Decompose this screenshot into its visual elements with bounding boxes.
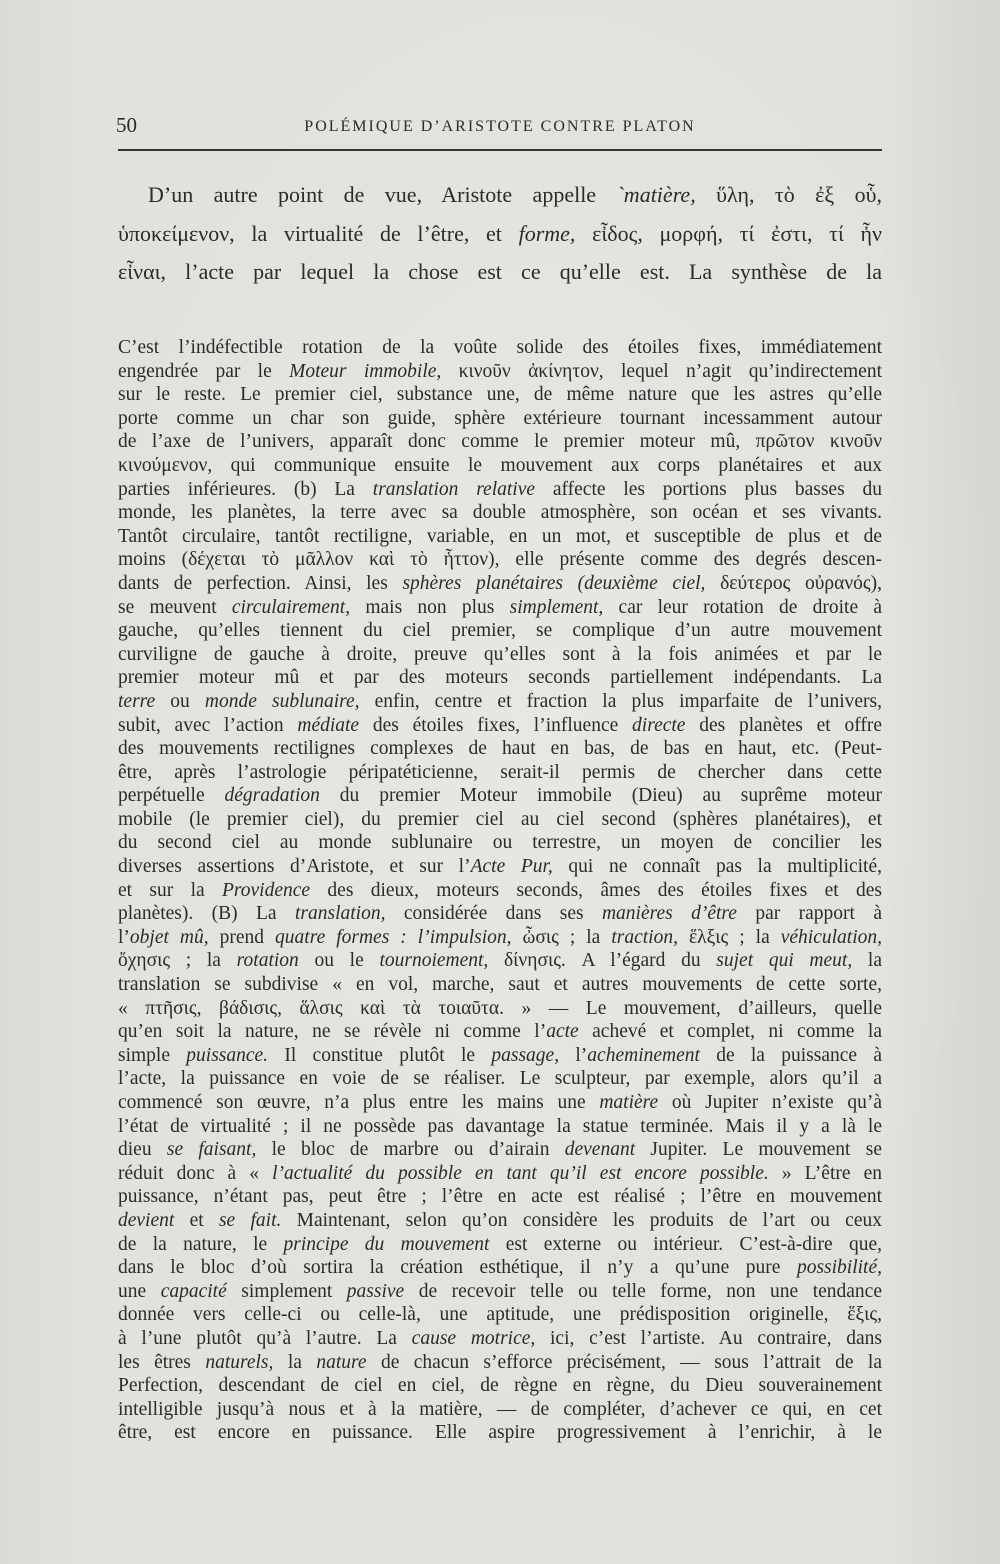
text-run: l’acte, la puissance en voie de se réaliser. Le sculpteur, par exemple, alors qu’il a (118, 1068, 882, 1090)
italic-text-run: principe du mouvement (283, 1233, 490, 1255)
text-run: l’ (559, 1044, 588, 1066)
text-run: translation se subdivise « en vol, marche, saut et autres mouvements de cette sorte, (118, 974, 882, 996)
footnote-line (118, 1256, 882, 1280)
text-run: achevé et complet, ni comme la (578, 1021, 882, 1043)
text-run: mobile (le premier ciel), du premier ciel au ciel second (sphères planétaires), et (118, 808, 882, 830)
footnote-line (118, 714, 882, 738)
italic-text-run: sphères planétaires (deuxième ciel, (402, 572, 706, 594)
text-run: du premier Moteur immobile (Dieu) au suprême moteur (319, 785, 882, 807)
footnote-line (118, 1091, 882, 1115)
italic-text-run: tournoiement, (379, 950, 489, 972)
text-run: engendrée par le (118, 360, 290, 382)
italic-text-run: devenant (564, 1139, 636, 1161)
italic-text-run: puissance. (186, 1044, 269, 1066)
text-run: ici, c’est l’artiste. Au contraire, dans (535, 1327, 882, 1349)
text-run: planètes). (B) La (118, 903, 295, 925)
italic-text-run: directe (632, 714, 686, 736)
footnote-line (118, 525, 882, 549)
text-run: gauche, qu’elles tiennent du ciel premier, se complique d’un autre mouvement (118, 620, 882, 642)
italic-text-run: forme, (518, 220, 576, 246)
italic-text-run: translation, (294, 903, 386, 925)
footnote-line (118, 407, 882, 431)
footnote-line (118, 831, 882, 855)
text-run: affecte les portions plus basses du (535, 478, 882, 500)
text-run: à l’une plutôt qu’à l’autre. La (118, 1327, 412, 1349)
text-run: « πτῆσις, βάδισις, ἅλσις καὶ τὰ τοιαῦτα. » — Le mouvement, d’ailleurs, quelle (118, 997, 882, 1019)
footnote-line (118, 1303, 882, 1327)
text-run: perpétuelle (118, 785, 225, 807)
italic-text-run: monde sublunaire, (204, 690, 360, 712)
footnote-line (118, 761, 882, 785)
text-run: moins (δέχεται τὸ μᾶλλον καὶ τὸ ἧττον), elle présente comme des degrés descen- (118, 549, 882, 571)
text-run: de la nature, le (118, 1233, 284, 1255)
footnote-line (118, 855, 882, 879)
text-run: donnée vers celle-ci ou celle-là, une aptitude, une prédisposition originelle, ἕξις, (118, 1304, 882, 1326)
text-run: par rapport à (736, 903, 882, 925)
text-run: premier moteur mû et par des moteurs seconds partiellement indépendants. La (118, 667, 882, 689)
text-run: être, après l’astrologie péripatéticienne, serait-il permis de chercher dans cette (118, 761, 882, 783)
italic-text-run: naturels, (205, 1351, 274, 1373)
text-run: et sur la (118, 879, 222, 901)
text-run: δίνησις. A l’égard du (488, 950, 717, 972)
text-run: κινοῦν ἀκίνητον, lequel n’agit qu’indirectement (441, 360, 882, 382)
text-run: prend (208, 926, 276, 948)
footnote-line (118, 926, 882, 950)
footnote-line (118, 879, 882, 903)
italic-text-run: véhiculation, (780, 926, 883, 948)
italic-text-run: dégradation (224, 785, 320, 807)
text-run: des mouvements rectilignes complexes de haut en bas, de bas en haut, etc. (Peut- (118, 738, 882, 760)
footnote-line (118, 336, 882, 360)
footnote-line (118, 737, 882, 761)
text-run: diverses assertions d’Aristote, et sur l’ (118, 856, 471, 878)
text-run: dieu (118, 1139, 167, 1161)
italic-text-run: nature (316, 1351, 367, 1373)
text-run: du second ciel au monde sublunaire ou terrestre, un moyen de concilier les (118, 832, 882, 854)
footnote-line (118, 1020, 882, 1044)
text-run: de l’axe de l’univers, apparaît donc comme le premier moteur mû, πρῶτον κινοῦν (118, 431, 882, 453)
text-run: ὄχησις ; la (118, 950, 237, 972)
text-run: » L’être en (768, 1162, 882, 1184)
main-text-line (118, 176, 882, 215)
text-run: considérée dans ses (385, 903, 602, 925)
footnote-line (118, 1044, 882, 1068)
text-run: des étoiles fixes, l’influence (359, 714, 633, 736)
footnote-line (118, 1327, 882, 1351)
footnote-line (118, 1233, 882, 1257)
text-run: ou le (298, 950, 380, 972)
footnote-line (118, 1280, 882, 1304)
footnote-line (118, 1162, 882, 1186)
text-run: être, est encore en puissance. Elle aspire progressivement à l’enrichir, à le (118, 1422, 882, 1444)
text-run: ou (155, 690, 205, 712)
italic-text-run: translation relative (372, 478, 536, 500)
text-run: ὕλη, τὸ ἐξ οὗ, (695, 182, 882, 207)
text-run: réduit donc à « (118, 1162, 273, 1184)
text-run: εἶναι, l’acte par lequel la chose est ce qu’elle est. La synthèse de la (118, 259, 882, 284)
italic-text-run: traction, (611, 926, 678, 948)
text-run: de la puissance à (699, 1044, 882, 1066)
footnote-line (118, 949, 882, 973)
text-run: ὑποκείμενον, la virtualité de l’être, et (118, 220, 519, 246)
text-run: monde, les planètes, la terre avec sa double atmosphère, son océan et ses vivants. (118, 502, 882, 524)
text-run: εἶδος, μορφή, τί ἐστι, τί ἦν (575, 220, 883, 246)
italic-text-run: passage, (491, 1044, 560, 1066)
italic-text-run: `matière, (616, 182, 696, 207)
text-run: Jupiter. Le mouvement se (635, 1139, 882, 1161)
text-run: une (118, 1280, 161, 1302)
text-run: subit, avec l’action (118, 714, 298, 736)
footnote-line (118, 501, 882, 525)
text-run: ὦσις ; la (511, 926, 612, 948)
text-run: la (273, 1351, 317, 1373)
text-run: Il constitue plutôt le (268, 1044, 492, 1066)
italic-text-run: manières d’être (601, 903, 737, 925)
text-run: des planètes et offre (685, 714, 882, 736)
italic-text-run: devient (118, 1209, 175, 1231)
footnote-line (118, 430, 882, 454)
italic-text-run: circulairement, (231, 596, 351, 618)
footnote-line (118, 997, 882, 1021)
footnote-line (118, 784, 882, 808)
text-run: puissance, n’étant pas, peut être ; l’être en acte est réalisé ; l’être en mouvement (118, 1186, 882, 1208)
italic-text-run: Acte Pur, (470, 856, 553, 878)
footnote (118, 336, 882, 1445)
footnote-line (118, 690, 882, 714)
italic-text-run: sujet qui meut, (716, 950, 853, 972)
footnote-line (118, 1209, 882, 1233)
italic-text-run: objet mû, (129, 926, 209, 948)
italic-text-run: Providence (222, 879, 311, 901)
text-run: δεύτερος οὐρανός), (705, 572, 882, 594)
text-run: car leur rotation de droite à (603, 596, 883, 618)
footnote-line (118, 596, 882, 620)
text-run: enfin, centre et fraction la plus imparfaite de l’univers, (359, 690, 882, 712)
text-run: est externe ou intérieur. C’est-à-dire que, (489, 1233, 882, 1255)
italic-text-run: passive (346, 1280, 405, 1302)
text-run: de chacun s’efforce précisément, — sous l’attrait de la (366, 1351, 882, 1373)
text-run: où Jupiter n’existe qu’à (658, 1092, 882, 1113)
header-rule (118, 149, 882, 151)
footnote-line (118, 1067, 882, 1091)
footnote-line (118, 548, 882, 572)
footnote-line (118, 902, 882, 926)
text-run: et (174, 1209, 219, 1231)
footnote-line (118, 1421, 882, 1445)
italic-text-run: acheminement (587, 1044, 700, 1066)
text-run: qui ne connaît pas la multiplicité, (552, 856, 883, 878)
text-run: la (852, 950, 882, 972)
text-run: Perfection, descendant de ciel en ciel, de règne en règne, du Dieu souverainement (118, 1375, 882, 1397)
italic-text-run: cause motrice, (411, 1327, 536, 1349)
page-number: 50 (116, 113, 137, 137)
footnote-line (118, 1185, 882, 1209)
text-run: intelligible jusqu’à nous et à la matière, — de compléter, d’achever ce qui, en cet (118, 1398, 882, 1420)
italic-text-run: acte (546, 1021, 579, 1043)
footnote-line (118, 1398, 882, 1422)
text-run: de recevoir telle ou telle forme, non une tendance (404, 1280, 882, 1302)
text-run: curviligne de gauche à droite, preuve qu’elles sont à la fois animées et par le (118, 643, 882, 665)
text-run: κινούμενον, qui communique ensuite le mouvement aux corps planétaires et aux (118, 454, 882, 476)
main-text (118, 176, 882, 292)
footnote-line (118, 1138, 882, 1162)
text-run: l’état de virtualité ; il ne possède pas davantage la statue terminée. Mais il y a là le (118, 1115, 882, 1137)
text-run: C’est l’indéfectible rotation de la voûte solide des étoiles fixes, immédiatement (118, 337, 882, 358)
running-head: POLÉMIQUE D’ARISTOTE CONTRE PLATON (304, 118, 696, 135)
text-run: se meuvent (118, 596, 232, 618)
text-run: sur le reste. Le premier ciel, substance une, de même nature que les astres qu’elle (118, 384, 882, 406)
italic-text-run: se faisant, (166, 1139, 257, 1161)
text-run: des dieux, moteurs seconds, âmes des étoiles fixes et des (310, 879, 883, 901)
italic-text-run: l’actualité du possible en tant qu’il est encore possible. (272, 1162, 769, 1184)
italic-text-run: quatre formes : l’impulsion, (275, 926, 512, 948)
footnote-line (118, 643, 882, 667)
italic-text-run: Moteur immobile, (289, 360, 442, 382)
italic-text-run: simplement, (509, 596, 604, 618)
italic-text-run: terre (118, 690, 156, 712)
footnote-line (118, 1351, 882, 1375)
italic-text-run: médiate (297, 714, 360, 736)
main-text-line (118, 253, 882, 292)
footnote-line (118, 360, 882, 384)
text-run: parties inférieures. (b) La (118, 478, 373, 500)
italic-text-run: matière (599, 1092, 659, 1113)
italic-text-run: se fait. (218, 1209, 282, 1231)
text-run: D’un autre point de vue, Aristote appelle (148, 182, 617, 207)
footnote-line (118, 973, 882, 997)
footnote-line (118, 478, 882, 502)
text-run: simple (118, 1044, 187, 1066)
text-run: qu’en soit la nature, ne se révèle ni comme l’ (118, 1021, 547, 1043)
text-run: mais non plus (350, 596, 510, 618)
text-run: Tantôt circulaire, tantôt rectiligne, variable, en un mot, et susceptible de plus et de (118, 525, 882, 547)
italic-text-run: possibilité, (796, 1257, 882, 1279)
text-run: les êtres (118, 1351, 206, 1373)
text-run: commencé son œuvre, n’a plus entre les mains une (118, 1092, 600, 1113)
text-run: dans le bloc d’où sortira la création esthétique, il n’y a qu’une pure (118, 1257, 797, 1279)
text-run: simplement (226, 1280, 347, 1302)
italic-text-run: capacité (160, 1280, 227, 1302)
footnote-line (118, 454, 882, 478)
text-run: ἕλξις ; la (677, 926, 781, 948)
text-run: Maintenant, selon qu’on considère les produits de l’art ou ceux (281, 1209, 882, 1231)
footnote-line (118, 808, 882, 832)
text-run: le bloc de marbre ou d’airain (256, 1139, 565, 1161)
footnote-line (118, 666, 882, 690)
text-run: l’ (118, 926, 130, 948)
footnote-line (118, 1374, 882, 1398)
main-text-line (118, 215, 882, 254)
footnote-line (118, 1115, 882, 1139)
footnote-line (118, 572, 882, 596)
text-run: porte comme un char son guide, sphère extérieure tournant incessamment autour (118, 407, 882, 429)
footnote-line (118, 383, 882, 407)
italic-text-run: rotation (236, 950, 299, 972)
text-run: dants de perfection. Ainsi, les (118, 572, 403, 594)
footnote-line (118, 619, 882, 643)
